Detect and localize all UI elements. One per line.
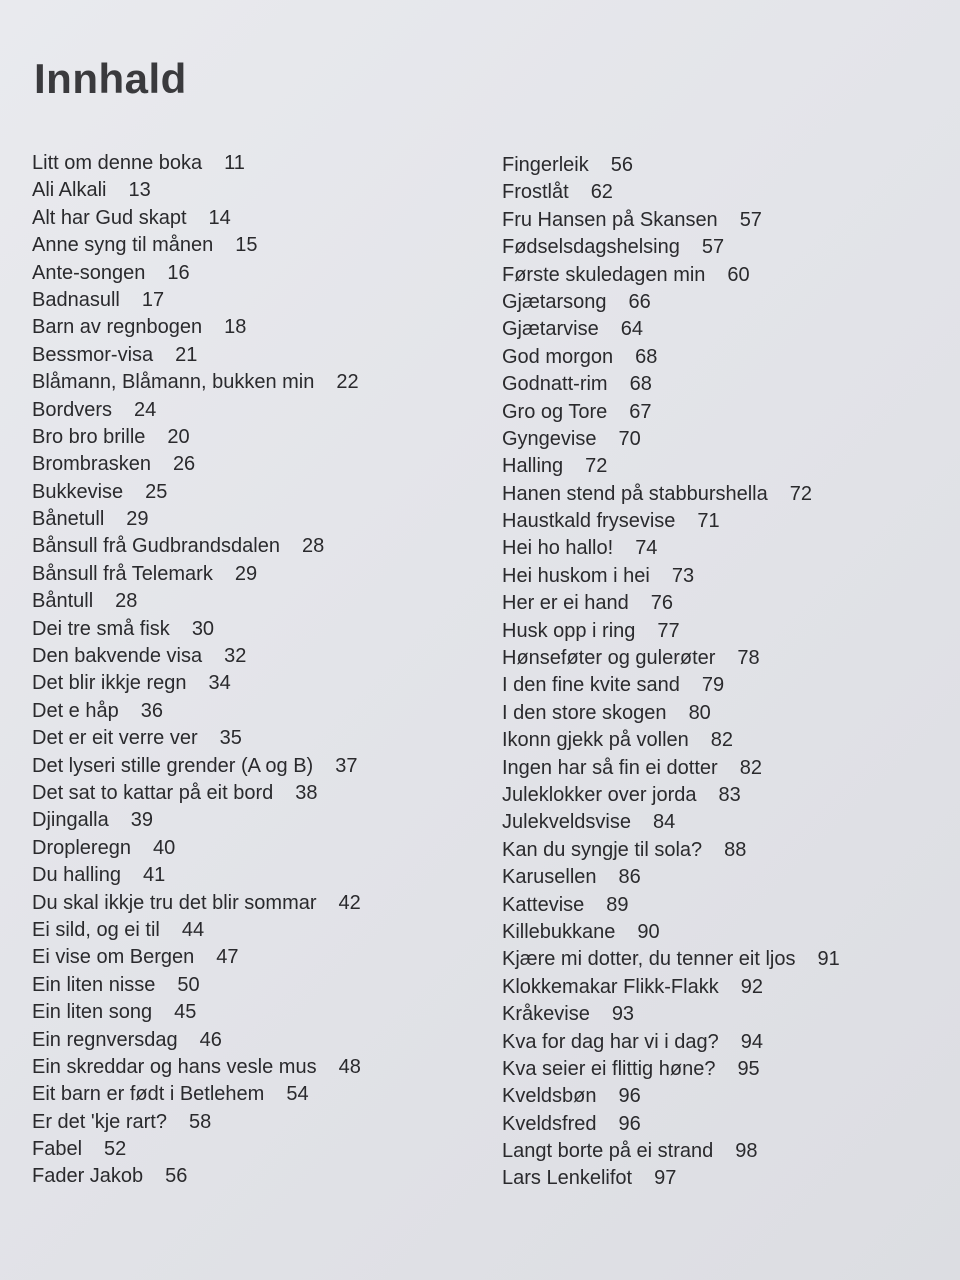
entry-title: Dei tre små fisk (32, 617, 170, 640)
toc-entry (32, 588, 472, 615)
entry-title: Halling (502, 455, 564, 478)
toc-entry (502, 234, 942, 261)
entry-page-number: 29 (234, 562, 258, 585)
toc-entry (32, 260, 472, 287)
entry-title: Eit barn er født i Betlehem (32, 1083, 265, 1106)
toc-entry (502, 1001, 942, 1028)
entry-page-number: 62 (590, 181, 613, 204)
entry-title: Brombrasken (32, 453, 151, 476)
entry-page-number: 36 (140, 699, 163, 722)
entry-page-number: 56 (610, 154, 633, 176)
entry-title: Fru Hansen på Skansen (502, 208, 718, 231)
toc-entry (32, 890, 472, 917)
entry-page-number: 13 (128, 179, 151, 202)
entry-page-number: 96 (618, 1085, 641, 1108)
entry-page-number: 94 (740, 1030, 764, 1053)
toc-entry (32, 944, 472, 971)
toc-entry (502, 289, 942, 316)
entry-title: Er det 'kje rart? (32, 1110, 167, 1133)
toc-entry (32, 1136, 472, 1163)
toc-entry (502, 864, 942, 891)
entry-page-number: 91 (817, 948, 840, 971)
toc-entry (502, 152, 942, 179)
entry-title: Den bakvende visa (32, 645, 203, 668)
entry-page-number: 60 (727, 263, 750, 286)
entry-page-number: 32 (224, 645, 247, 668)
entry-title: Fingerleik (502, 154, 589, 176)
entry-title: Langt borte på ei strand (502, 1140, 714, 1163)
entry-page-number: 64 (620, 318, 643, 341)
entry-title: Fødselsdagshelsing (502, 236, 680, 259)
entry-page-number: 72 (585, 455, 608, 478)
entry-title: Ante-songen (32, 261, 146, 284)
entry-page-number: 71 (697, 510, 720, 533)
entry-page-number: 45 (174, 1001, 197, 1024)
entry-title: Hanen stend på stabburshella (502, 482, 768, 505)
entry-title: Husk opp i ring (502, 619, 636, 642)
entry-page-number: 52 (104, 1138, 127, 1161)
entry-page-number: 83 (718, 783, 741, 806)
entry-page-number: 24 (134, 398, 157, 421)
entry-page-number: 73 (671, 564, 695, 587)
toc-entry (502, 727, 942, 754)
toc-entry (32, 451, 472, 478)
entry-page-number: 78 (737, 647, 760, 670)
entry-title: Ali Alkali (32, 179, 107, 202)
entry-title: Bukkevise (32, 480, 124, 503)
toc-entry (502, 371, 942, 398)
entry-title: Ikonn gjekk på vollen (502, 729, 689, 752)
entry-page-number: 29 (126, 508, 149, 531)
toc-entry (502, 946, 942, 973)
toc-entry (502, 974, 942, 1001)
entry-title: I den fine kvite sand (502, 674, 680, 697)
entry-page-number: 30 (191, 617, 215, 640)
entry-title: Klokkemakar Flikk-Flakk (502, 975, 719, 998)
entry-title: Frostlåt (502, 181, 569, 204)
entry-title: Gjætarvise (502, 318, 599, 341)
entry-page-number: 77 (657, 619, 680, 642)
entry-page-number: 48 (338, 1055, 361, 1078)
toc-entry (32, 232, 472, 259)
entry-title: Det sat to kattar på eit bord (32, 781, 274, 804)
entry-title: Du halling (32, 864, 121, 887)
toc-entry (32, 561, 472, 588)
toc-entry (502, 316, 942, 343)
entry-page-number: 50 (177, 973, 200, 996)
entry-page-number: 72 (789, 482, 812, 505)
entry-page-number: 54 (286, 1083, 309, 1106)
toc-entry (502, 481, 942, 508)
toc-entry (32, 205, 472, 232)
entry-title: Bessmor-visa (32, 343, 154, 366)
toc-entry (32, 1054, 472, 1081)
toc-entry (32, 999, 472, 1026)
toc-entry (502, 1056, 942, 1083)
toc-entry (32, 479, 472, 506)
toc-entry (502, 919, 942, 946)
entry-page-number: 21 (175, 343, 198, 366)
toc-entry (502, 426, 942, 453)
entry-title: Ein regnversdag (32, 1028, 178, 1051)
entry-page-number: 28 (301, 535, 325, 558)
toc-entry (32, 424, 472, 451)
toc-entry (32, 369, 472, 396)
toc-entry (32, 506, 472, 533)
entry-title: Første skuledagen min (502, 263, 706, 286)
entry-title: Her er ei hand (502, 592, 629, 615)
toc-entry (502, 590, 942, 617)
entry-title: Juleklokker over jorda (502, 783, 697, 806)
entry-page-number: 57 (701, 236, 725, 259)
entry-page-number: 90 (637, 920, 660, 943)
entry-title: Kveldsfred (502, 1112, 597, 1135)
toc-entry (32, 533, 472, 560)
toc-entry (32, 150, 472, 177)
entry-title: Godnatt-rim (502, 373, 608, 396)
entry-title: Hønseføter og gulerøter (502, 647, 716, 670)
entry-page-number: 97 (654, 1167, 677, 1190)
entry-title: Kattevise (502, 893, 585, 916)
toc-entry (32, 314, 472, 341)
entry-page-number: 68 (629, 373, 652, 396)
toc-entry (32, 1081, 472, 1108)
entry-page-number: 74 (635, 537, 658, 560)
entry-page-number: 17 (141, 288, 165, 311)
toc-entry (32, 670, 472, 697)
entry-title: Ein skreddar og hans vesle mus (32, 1055, 317, 1078)
entry-title: Det lyseri stille grender (A og B) (32, 754, 314, 777)
entry-page-number: 56 (165, 1165, 188, 1188)
toc-entry (32, 917, 472, 944)
toc-entry (502, 1111, 942, 1138)
toc-entry (32, 177, 472, 204)
entry-page-number: 40 (152, 836, 176, 859)
entry-page-number: 18 (224, 316, 247, 339)
entry-page-number: 20 (167, 425, 190, 448)
toc-entry (502, 755, 942, 782)
entry-page-number: 34 (208, 672, 231, 695)
entry-title: Karusellen (502, 866, 597, 889)
entry-page-number: 82 (710, 729, 734, 752)
entry-page-number: 86 (618, 866, 641, 889)
entry-title: Kan du syngje til sola? (502, 838, 703, 861)
toc-entry (32, 835, 472, 862)
toc-entry (32, 1109, 472, 1136)
entry-page-number: 15 (235, 234, 258, 257)
entry-page-number: 89 (606, 893, 629, 916)
entry-page-number: 38 (295, 781, 318, 804)
entry-page-number: 68 (635, 345, 658, 368)
entry-title: Bro bro brille (32, 425, 146, 448)
entry-title: Kråkevise (502, 1003, 590, 1026)
toc-entry (502, 1083, 942, 1110)
toc-entry (502, 344, 942, 371)
page-title: Innhald (34, 55, 187, 102)
entry-page-number: 22 (336, 371, 359, 394)
entry-title: Haustkald frysevise (502, 510, 676, 533)
toc-entry (502, 207, 942, 234)
entry-title: Blåmann, Blåmann, bukken min (32, 371, 315, 394)
toc-entry (32, 287, 472, 314)
entry-title: Det e håp (32, 699, 119, 722)
toc-entry (32, 1027, 472, 1054)
toc-entry (502, 672, 942, 699)
entry-title: Kveldsbøn (502, 1085, 597, 1108)
toc-entry (32, 753, 472, 780)
entry-title: Julekveldsvise (502, 811, 631, 834)
toc-entry (502, 618, 942, 645)
toc-entry (502, 453, 942, 480)
entry-title: Bånsull frå Gudbrandsdalen (32, 535, 280, 558)
entry-title: Killebukkane (502, 920, 616, 943)
entry-title: Bånetull (32, 508, 105, 531)
entry-page-number: 80 (688, 701, 711, 724)
toc-entry (32, 616, 472, 643)
toc-entry (32, 698, 472, 725)
entry-page-number: 42 (338, 891, 361, 914)
entry-title: Det blir ikkje regn (32, 672, 187, 695)
entry-page-number: 46 (199, 1028, 222, 1051)
entry-page-number: 35 (219, 727, 242, 750)
entry-title: Barn av regnbogen (32, 316, 203, 339)
toc-entry (32, 397, 472, 424)
toc-entry (502, 782, 942, 809)
entry-title: Anne syng til månen (32, 234, 214, 257)
entry-page-number: 82 (739, 756, 762, 779)
toc-entry (502, 535, 942, 562)
entry-page-number: 28 (115, 590, 138, 613)
toc-entry (32, 643, 472, 670)
entry-page-number: 66 (628, 290, 651, 313)
entry-page-number: 57 (739, 208, 762, 231)
toc-entry (32, 342, 472, 369)
entry-title: Badnasull (32, 288, 120, 311)
entry-title: Ingen har så fin ei dotter (502, 756, 718, 779)
entry-title: God morgon (502, 345, 614, 368)
entry-title: Hei ho hallo! (502, 537, 614, 560)
entry-page-number: 58 (188, 1110, 212, 1133)
entry-title: Ei sild, og ei til (32, 918, 160, 941)
toc-entry (502, 563, 942, 590)
entry-page-number: 93 (611, 1003, 635, 1026)
entry-title: Fader Jakob (32, 1165, 144, 1188)
entry-page-number: 44 (181, 918, 205, 941)
entry-title: Ein liten nisse (32, 973, 156, 996)
entry-title: Dropleregn (32, 836, 131, 859)
entry-title: Litt om denne boka (32, 152, 203, 174)
toc-entry (502, 508, 942, 535)
toc-entry (502, 1029, 942, 1056)
entry-page-number: 47 (216, 946, 239, 969)
toc-entry (32, 780, 472, 807)
entry-page-number: 88 (724, 838, 747, 861)
entry-title: I den store skogen (502, 701, 667, 724)
toc-entry (502, 179, 942, 206)
entry-page-number: 79 (701, 674, 725, 697)
entry-page-number: 67 (629, 400, 652, 423)
entry-page-number: 70 (618, 427, 641, 450)
entry-title: Kva for dag har vi i dag? (502, 1030, 719, 1053)
entry-title: Bånsull frå Telemark (32, 562, 213, 585)
entry-page-number: 25 (145, 480, 168, 503)
toc-entry (32, 972, 472, 999)
toc-entry (502, 1165, 942, 1192)
toc-entry (32, 725, 472, 752)
toc-entry (502, 809, 942, 836)
entry-page-number: 16 (167, 261, 190, 284)
entry-page-number: 26 (172, 453, 196, 476)
toc-entry (502, 700, 942, 727)
entry-title: Alt har Gud skapt (32, 206, 187, 229)
entry-title: Djingalla (32, 809, 109, 832)
entry-title: Det er eit verre ver (32, 727, 198, 750)
toc-entry (502, 892, 942, 919)
entry-title: Lars Lenkelifot (502, 1167, 633, 1190)
entry-page-number: 39 (130, 809, 153, 832)
toc-entry (32, 1163, 472, 1190)
toc-entry (502, 399, 942, 426)
entry-title: Fabel (32, 1138, 83, 1161)
entry-title: Ei vise om Bergen (32, 946, 195, 969)
toc-entry (502, 262, 942, 289)
entry-title: Gyngevise (502, 427, 597, 450)
entry-title: Kva seier ei flittig høne? (502, 1057, 716, 1080)
entry-title: Kjære mi dotter, du tenner eit ljos (502, 948, 796, 971)
entry-page-number: 92 (740, 975, 763, 998)
toc-entry (502, 1138, 942, 1165)
entry-page-number: 84 (652, 811, 676, 834)
toc-right-column (502, 152, 942, 1193)
entry-title: Ein liten song (32, 1001, 153, 1024)
toc-entry (502, 837, 942, 864)
entry-page-number: 37 (335, 754, 358, 777)
entry-title: Hei huskom i hei (502, 564, 650, 587)
entry-title: Båntull (32, 590, 94, 613)
entry-title: Gjætarsong (502, 290, 607, 313)
entry-title: Bordvers (32, 398, 113, 421)
toc-left-column (32, 150, 472, 1191)
toc-entry (502, 645, 942, 672)
toc-entry (32, 807, 472, 834)
entry-page-number: 11 (224, 152, 245, 174)
toc-entry (32, 862, 472, 889)
entry-page-number: 14 (208, 206, 231, 229)
entry-title: Du skal ikkje tru det blir sommar (32, 891, 317, 914)
entry-page-number: 76 (650, 592, 673, 615)
entry-page-number: 95 (737, 1057, 760, 1080)
entry-page-number: 98 (735, 1140, 758, 1163)
entry-title: Gro og Tore (502, 400, 608, 423)
entry-page-number: 41 (142, 864, 166, 887)
entry-page-number: 96 (618, 1112, 641, 1135)
